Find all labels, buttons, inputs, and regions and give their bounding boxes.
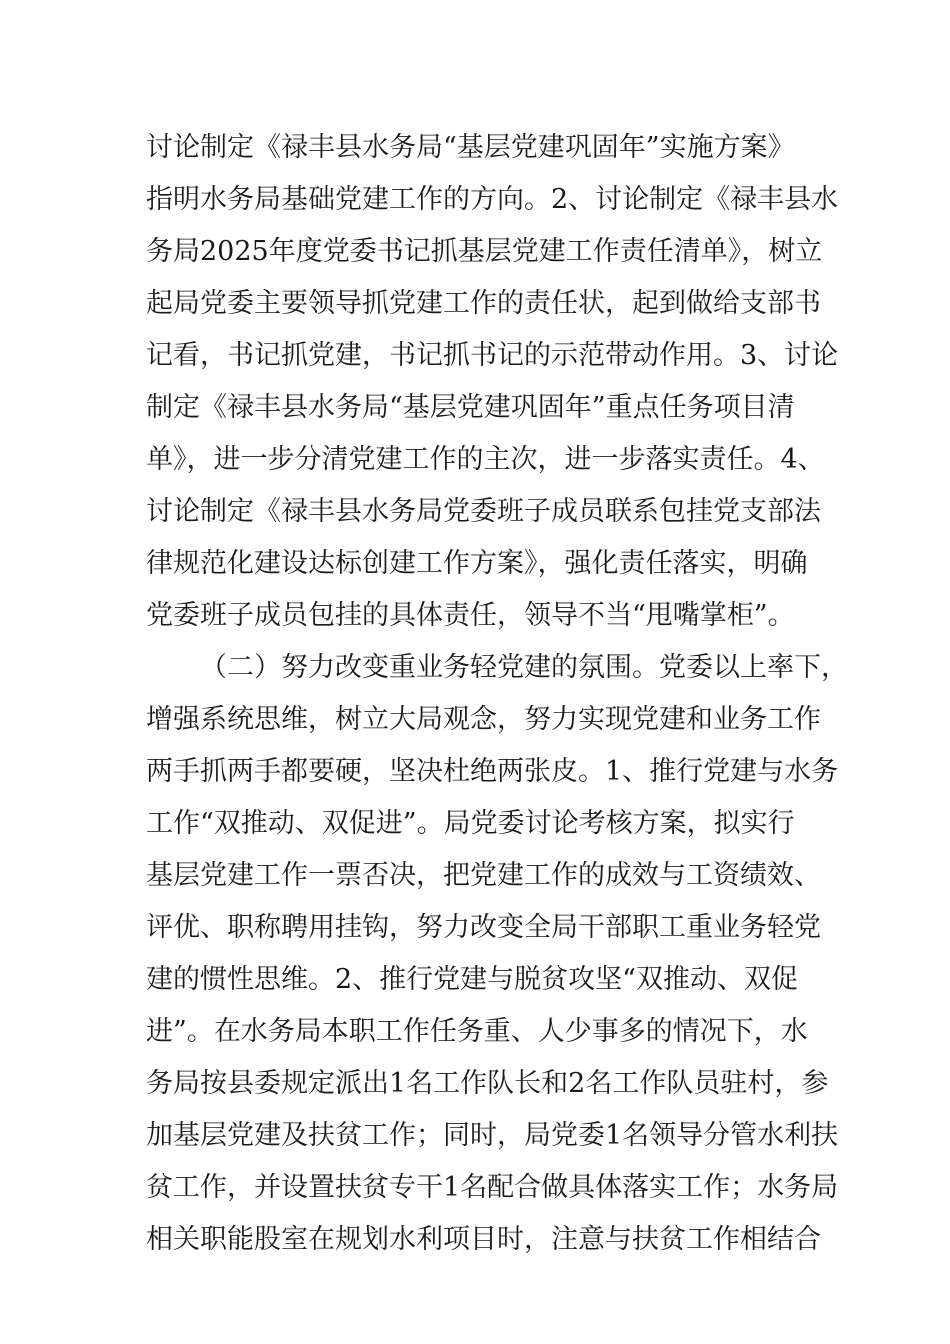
text-line: 单》，进一步分清党建工作的主次，进一步落实责任。4、 [146,444,825,475]
section-heading-line: （二）努力改变重业务轻党建的氛围。党委以上率下， [200,652,848,683]
text-line: 两手抓两手都要硬，坚决杜绝两张皮。1、推行党建与水务 [146,756,839,787]
text-line: 务局2025年度党委书记抓基层党建工作责任清单》，树立 [146,236,823,267]
text-line: 增强系统思维，树立大局观念，努力实现党建和业务工作 [146,704,821,735]
text-line: 进”。在水务局本职工作任务重、人少事多的情况下，水 [146,1016,808,1047]
text-line: 基层党建工作一票否决，把党建工作的成效与工资绩效、 [146,860,821,891]
text-line: 起局党委主要领导抓党建工作的责任状，起到做给支部书 [146,288,821,319]
body-text [146,122,848,1266]
text-line: 制定《禄丰县水务局“基层党建巩固年”重点任务项目清 [146,392,795,423]
text-line: 加基层党建及扶贫工作；同时，局党委1名领导分管水利扶 [146,1120,839,1151]
text-line: 记看，书记抓党建，书记抓书记的示范带动作用。3、讨论 [146,340,839,371]
text-line: 讨论制定《禄丰县水务局“基层党建巩固年”实施方案》 [146,132,795,163]
text-line: 指明水务局基础党建工作的方向。2、讨论制定《禄丰县水 [146,184,839,215]
text-line: 贫工作，并设置扶贫专干1名配合做具体落实工作；水务局 [146,1172,839,1203]
text-line: 相关职能股室在规划水利项目时，注意与扶贫工作相结合 [146,1224,821,1255]
text-line: 工作“双推动、双促进”。局党委讨论考核方案，拟实行 [146,808,795,839]
text-line: 评优、职称聘用挂钩，努力改变全局干部职工重业务轻党 [146,912,821,943]
text-line: 务局按县委规定派出1名工作队长和2名工作队员驻村，参 [146,1068,829,1099]
text-line: 律规范化建设达标创建工作方案》，强化责任落实，明确 [146,548,808,579]
text-line: 讨论制定《禄丰县水务局党委班子成员联系包挂党支部法 [146,496,821,527]
text-line: 建的惯性思维。2、推行党建与脱贫攻坚“双推动、双促 [146,964,798,995]
text-line: 党委班子成员包挂的具体责任，领导不当“甩嘴掌柜”。 [146,600,795,631]
